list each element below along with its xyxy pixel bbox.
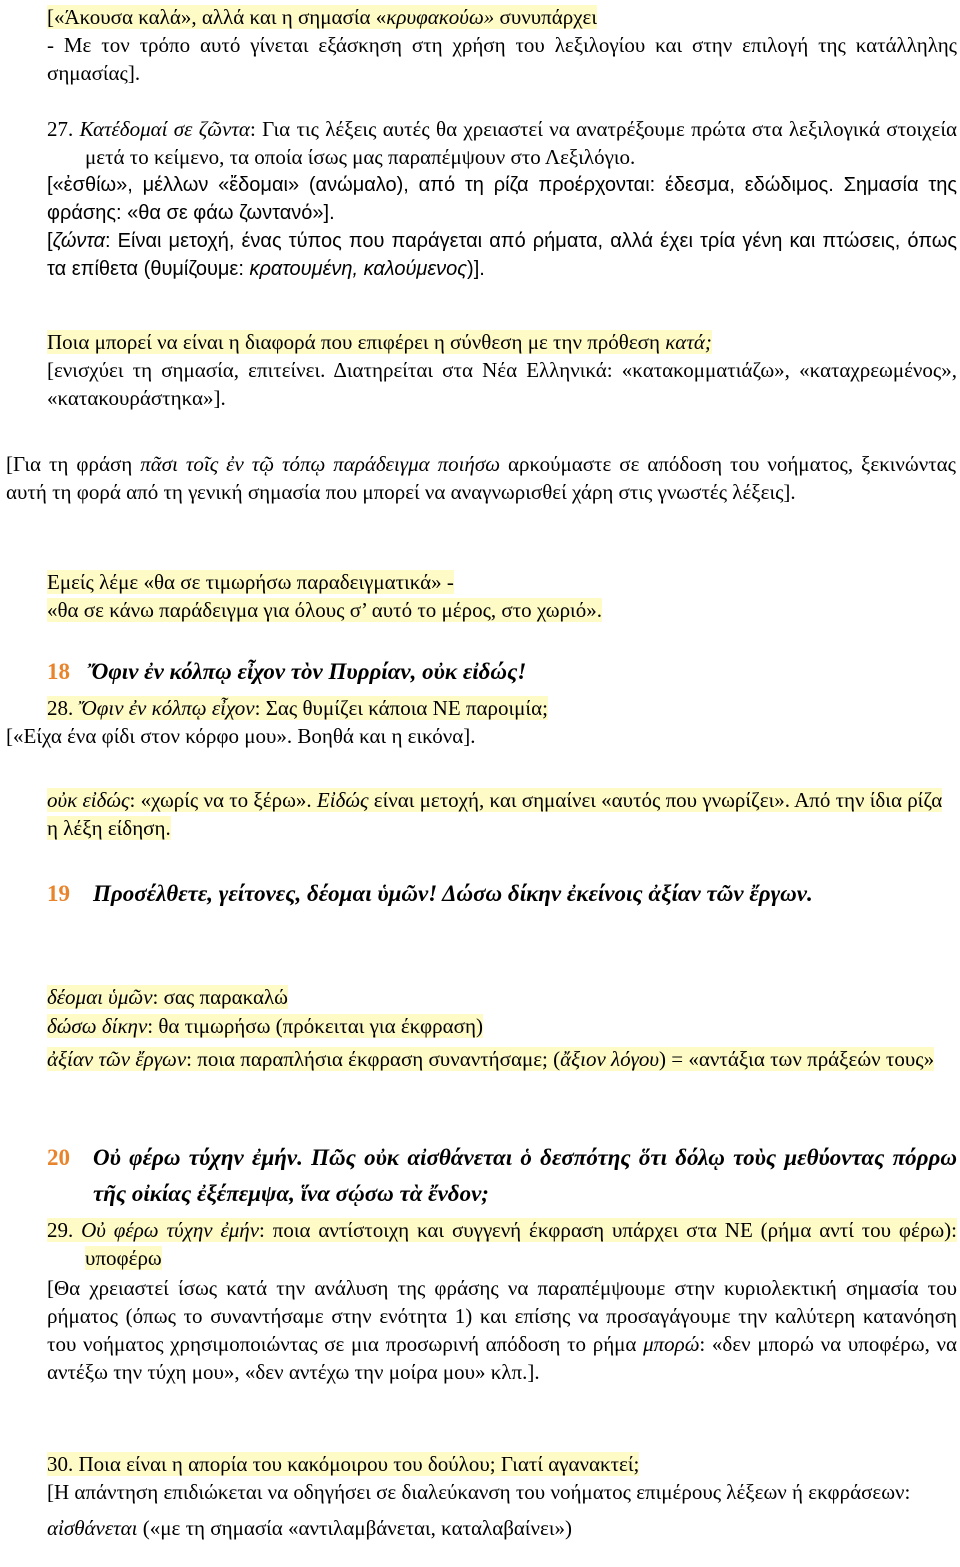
emeis-line-1: Εμείς λέμε «θα σε τιμωρήσω παραδειγματικά» -	[47, 570, 454, 594]
question-kata-text: Ποια μπορεί να είναι η διαφορά που επιφέρει η σύνθεση με την πρόθεση κατά;	[47, 330, 712, 354]
intro-note	[47, 3, 957, 87]
intro-line-2: - Με τον τρόπο αυτό γίνεται εξάσκηση στη χρήση του λεξιλογίου και στην επιλογή της κατάλληλης σημασίας].	[47, 33, 957, 85]
question-kata-answer: [ενισχύει τη σημασία, επιτείνει. Διατηρείται στα Νέα Ελληνικά: «κατακομματιάζω», «καταχρεωμένος», «κατακουράστηκα»].	[47, 358, 957, 410]
question-30-last: αἰσθάνεται («με τη σημασία «αντιλαμβάνεται, καταλαβαίνει»)	[47, 1516, 572, 1540]
question-29	[47, 1216, 957, 1386]
gloss-3: ἀξίαν τῶν ἔργων: ποια παραπλήσια έκφραση συναντήσαμε; (ἄξιον λόγου) = «αντάξια των πράξεών τους»	[47, 1047, 935, 1071]
gloss-1: δέομαι ὑμῶν: σας παρακαλώ	[47, 985, 288, 1009]
phrase-paragraph: [Για τη φράση πᾶσι τοῖς ἐν τῷ τόπῳ παράδειγμα ποιήσω αρκούμαστε σε απόδοση του νοήματος, ξεκινώντας αυτή τη φορά από τη γενική σημασία που μπορεί να αναγνωρισθεί χάρη στις γνωστές λέξεις].	[6, 452, 956, 504]
question-29-text: 29. Οὐ φέρω τύχην ἐμήν: ποια αντίστοιχη και συγγενή έκφραση υπάρχει στα ΝΕ (ρήμα αντί του φέρω): υποφέρω	[47, 1218, 957, 1270]
glosses-19	[47, 983, 957, 1075]
question-28	[6, 694, 956, 750]
passage-19: 19 Προσέλθετε, γείτονες, δέομαι ὑμῶν! Δώσω δίκην ἐκείνοις ἀξίαν τῶν ἔργων.	[47, 881, 813, 906]
gloss-2: δώσω δίκην: θα τιμωρήσω (πρόκειται για έκφραση)	[47, 1014, 483, 1038]
eidos-paragraph: οὐκ εἰδώς: «χωρίς να το ξέρω». Εἰδώς είναι μετοχή, και σημαίνει «αυτός που γνωρίζει». Από την ίδια ρίζα η λέξη είδηση.	[47, 788, 943, 840]
question-29-answer: [Θα χρειαστεί ίσως κατά την ανάλυση της φράσης να παραπέμψουμε στην κυριολεκτική σημασία του ρήματος (όπως το συναντήσαμε στην ενότητα 1) και επίσης να προσαγάγουμε την καλύτερη κατανόηση του νοήματος χρησιμοποιώντας σε μια προσωρινή απόδοση το ρήμα μπορώ: «δεν μπορώ να υποφέρω, να αντέξω την τύχη μου», «δεν αντέχω την μοίρα μου» κλπ.].	[47, 1276, 958, 1384]
question-30	[47, 1450, 957, 1542]
emeis-line-2: «θα σε κάνω παράδειγμα για όλους σ’ αυτό το μέρος, στο χωριό».	[47, 598, 602, 622]
question-30-text: 30. Ποια είναι η απορία του κακόμοιρου του δούλου; Γιατί αγανακτεί;	[47, 1452, 640, 1476]
question-kata	[47, 328, 957, 412]
emeis-paragraph	[47, 568, 957, 624]
question-27-note-2: [ζώντα: Είναι μετοχή, ένας τύπος που παράγεται από ρήματα, αλλά έχει τρία γένη και πτώσεις, όπως τα επίθετα (θυμίζουμε: κρατουμένη, καλούμενος)].	[47, 230, 957, 280]
passage-18: 18 Ὄφιν ἐν κόλπῳ εἶχον τὸν Πυρρίαν, οὐκ εἰδώς!	[47, 659, 527, 684]
question-28-answer: [«Είχα ένα φίδι στον κόρφο μου». Βοηθά και η εικόνα].	[6, 724, 476, 748]
question-27	[47, 115, 957, 283]
question-30-answer: [Η απάντηση επιδιώκεται να οδηγήσει σε διαλεύκανση του νοήματος επιμέρους λέξεων ή εκφράσεων:	[47, 1480, 911, 1504]
question-28-text: 28. Ὄφιν ἐν κόλπῳ εἶχον: Σας θυμίζει κάποια ΝΕ παροιμία;	[47, 696, 548, 720]
intro-line-1: [«Άκουσα καλά», αλλά και η σημασία «κρυφακούω» συνυπάρχει	[47, 5, 597, 29]
question-27-note-1: [«ἐσθίω», μέλλων «ἔδομαι» (ανώμαλο), από τη ρίζα προέρχονται: έδεσμα, εδώδιμος. Σημασία της φράσης: «θα σε φάω ζωντανό»].	[47, 174, 957, 224]
question-27-text: 27. Κατέδομαί σε ζῶντα: Για τις λέξεις αυτές θα χρειαστεί να ανατρέξουμε πρώτα στα λεξιλογικά στοιχεία μετά το κείμενο, τα οποία ίσως μας παραπέμψουν στο Λεξιλόγιο.	[47, 117, 958, 169]
passage-20: 20 Οὐ φέρω τύχην ἐμήν. Πῶς οὐκ αἰσθάνεται ὁ δεσπότης ὅτι δόλῳ τοὺς μεθύοντας πόρρω τῆς οἰκίας ἐξέπεμψα, ἵνα σῴσω τὰ ἔνδον;	[47, 1145, 957, 1206]
